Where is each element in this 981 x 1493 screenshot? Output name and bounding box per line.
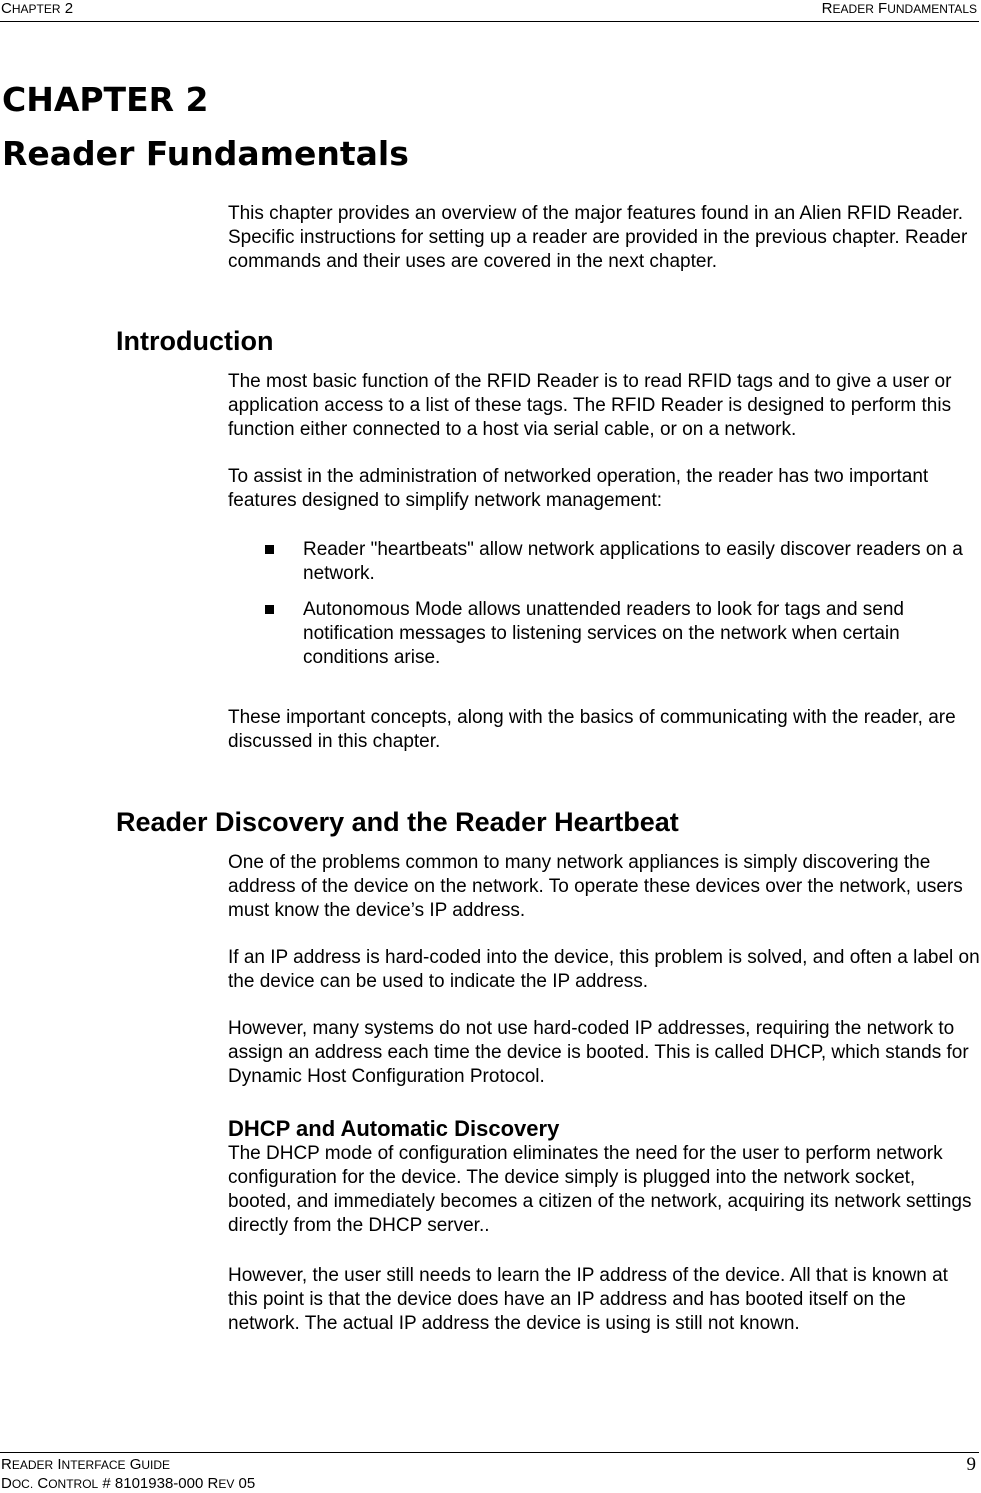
dhcp-subheading: DHCP and Automatic Discovery bbox=[228, 1116, 560, 1141]
introduction-heading: Introduction bbox=[116, 326, 274, 356]
footer-rev-word: REV bbox=[207, 1475, 235, 1492]
introduction-paragraph-2: To assist in the administration of networked operation, the reader has two important features designed to simplify network management: bbox=[228, 466, 929, 511]
discovery-heading: Reader Discovery and the Reader Heartbeat bbox=[116, 807, 679, 837]
header-title-word-1: READER bbox=[821, 0, 874, 17]
footer-guide-title bbox=[1, 1456, 170, 1473]
bullet-marker bbox=[265, 545, 274, 554]
chapter-number-title: CHAPTER 2 bbox=[2, 80, 209, 119]
header-section-title bbox=[822, 0, 977, 17]
introduction-paragraph-1: The most basic function of the RFID Reader is to read RFID tags and to give a user or application access to a list of these tags. The RFID Reader is designed to perform this function either connected to a host via serial cable, or on a network. bbox=[228, 371, 952, 440]
footer-rev-number: 05 bbox=[238, 1475, 256, 1492]
footer-control-word: CONTROL bbox=[37, 1475, 99, 1492]
list-item-autonomous-mode: Autonomous Mode allows unattended readers to look for tags and send notification messages to listening services on the network when certain conditions arise. bbox=[303, 599, 904, 668]
footer-guide-word-1: READER bbox=[1, 1456, 54, 1473]
running-header bbox=[0, 0, 979, 22]
discovery-paragraph-2: If an IP address is hard-coded into the device, this problem is solved, and often a label on the device can be used to indicate the IP address. bbox=[228, 947, 980, 992]
discovery-paragraph-3: However, many systems do not use hard-coded IP addresses, requiring the network to assign an address each time the device is booted. This is called DHCP, which stands for Dynamic Host Configuration Protocol. bbox=[228, 1018, 969, 1087]
footer-doc-number: # 8101938-000 bbox=[102, 1475, 204, 1492]
bullet-marker bbox=[265, 605, 274, 614]
header-chapter bbox=[1, 0, 73, 17]
header-chapter-number: 2 bbox=[64, 0, 74, 17]
footer-doc-word: DOC. bbox=[1, 1475, 34, 1492]
discovery-paragraph-1: One of the problems common to many network appliances is simply discovering the address of the device on the network. To operate these devices over the network, users must know the device’s IP address. bbox=[228, 852, 963, 921]
footer-guide-word-3: GUIDE bbox=[129, 1456, 171, 1473]
dhcp-paragraph-1: The DHCP mode of configuration eliminates the need for the user to perform network configuration for the device. The device simply is plugged into the network socket, booted, and immediately becomes a citizen of the network, acquiring its network settings directly from the DHCP server.. bbox=[228, 1143, 972, 1236]
chapter-name-title: Reader Fundamentals bbox=[2, 134, 409, 173]
footer-guide-word-2: INTERFACE bbox=[57, 1456, 126, 1473]
footer-doc-control bbox=[1, 1475, 255, 1492]
header-chapter-word: CHAPTER bbox=[1, 0, 61, 17]
dhcp-paragraph-2: However, the user still needs to learn the IP address of the device. All that is known at this point is that the device does have an IP address and has booted itself on the network. The actual IP address the device is using is still not known. bbox=[228, 1265, 948, 1334]
list-item-heartbeats: Reader "heartbeats" allow network applications to easily discover readers on a network. bbox=[303, 539, 963, 584]
chapter-overview-paragraph: This chapter provides an overview of the major features found in an Alien RFID Reader. Specific instructions for setting up a reader are provided in the previous chapter. Reader commands and their uses are covered in the next chapter. bbox=[228, 203, 968, 272]
page-number: 9 bbox=[966, 1454, 976, 1475]
introduction-paragraph-3: These important concepts, along with the basics of communicating with the reader, are discussed in this chapter. bbox=[228, 707, 956, 752]
header-title-word-2: FUNDAMENTALS bbox=[878, 0, 977, 17]
running-footer bbox=[0, 1452, 979, 1493]
